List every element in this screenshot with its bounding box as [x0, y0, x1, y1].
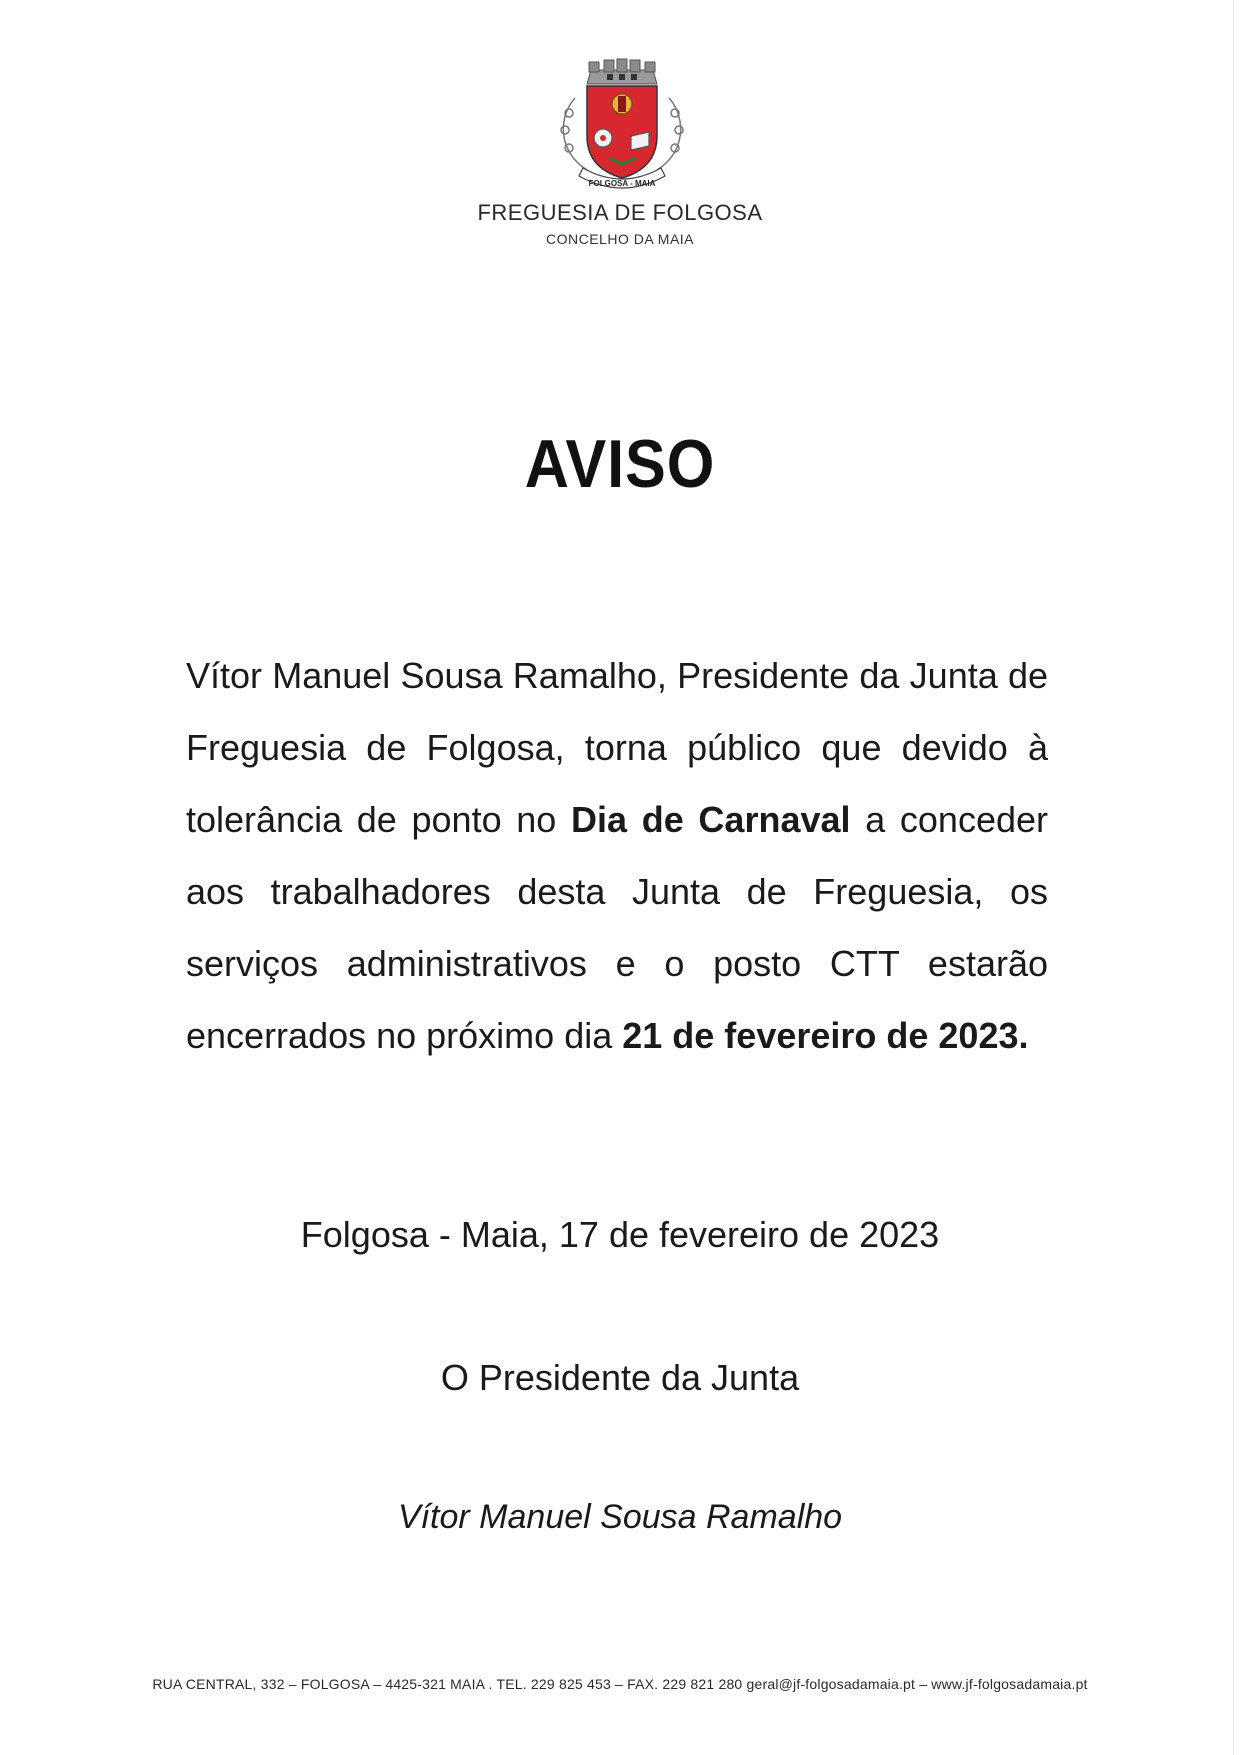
- body-text-segment: Vítor Manuel Sousa Ramalho, Presidente da Junta de Freguesia de Folgosa, torna público que devido à tolerância de ponto no: [186, 655, 1048, 840]
- notice-title: AVISO: [524, 426, 716, 502]
- footer-contact-line: RUA CENTRAL, 332 – FOLGOSA – 4425-321 MAIA . TEL. 229 825 453 – FAX. 229 821 280 geral@jf-folgosadamaia.pt – www.jf-folgosadamaia.pt: [152, 1676, 1088, 1692]
- crest-motto: FOLGOSA - MAIA: [588, 179, 656, 188]
- holiday-name: Dia de Carnaval: [571, 799, 851, 840]
- body-text-segment: a conceder aos trabalhadores desta Junta de Freguesia, os serviços administrativos e o posto CTT estarão encerrados no próximo dia: [186, 799, 1049, 1056]
- parish-name: FREGUESIA DE FOLGOSA: [477, 200, 763, 225]
- coat-of-arms-logo: [547, 58, 697, 198]
- council-name: CONCELHO DA MAIA: [545, 231, 695, 247]
- place-and-date: Folgosa - Maia, 17 de fevereiro de 2023: [300, 1214, 940, 1255]
- closure-date: 21 de fevereiro de 2023.: [622, 1015, 1029, 1056]
- signatory-name: Vítor Manuel Sousa Ramalho: [397, 1498, 843, 1536]
- mural-crown: [587, 59, 657, 84]
- signatory-role: O Presidente da Junta: [440, 1357, 800, 1398]
- page-edge: [1233, 0, 1234, 1755]
- notice-body: [186, 640, 1048, 1072]
